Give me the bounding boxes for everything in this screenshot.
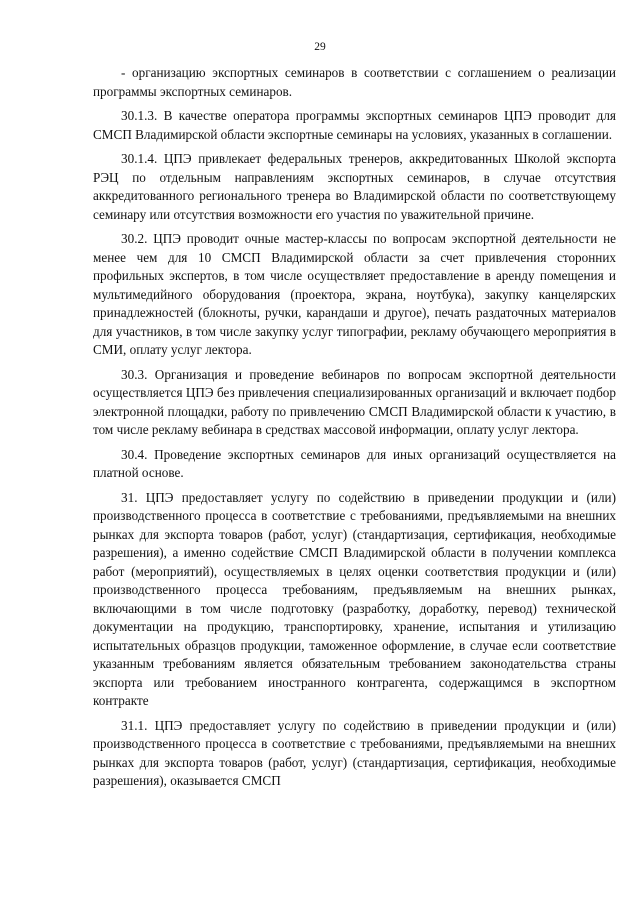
paragraph-30-1-4: 30.1.4. ЦПЭ привлекает федеральных тренеров, аккредитованных Школой экспорта РЭЦ по отдельным направлениям экспортных семинаров, в случае отсутствия аккредитованного регионального тренера во Владимирской области по соответствующему семинару или отсутствия возможности его участия по уважительной причине. [93,151,616,222]
page-number: 29 [314,41,326,53]
paragraph-30-4: 30.4. Проведение экспортных семинаров для иных организаций осуществляется на платной основе. [93,446,616,480]
paragraph-31: 31. ЦПЭ предоставляет услугу по содействию в приведении продукции и (или) производственного процесса в соответствие с требованиями, предъявляемыми на внешних рынках для экспорта товаров (работ, услуг) (стандартизация, сертификация, необходимые разрешения), а именно содействие СМСП Владимирской области в получении комплекса работ (мероприятий), осуществляемых в целях оценки соответствия продукции и (или) производственного процесса требованиям, предъявляемым на внешних рынках, включающими в том числе подготовку (разработку, доработку, перевод) технической документации на продукцию, транспортировку, хранение, испытания и утилизацию испытательных образцов продукции, таможенное оформление, в случае если соответствие указанным требованиям является обязательным требованием законодательства страны экспорта или требованием иностранного контрагента, содержащимся в экспортном контракте [93,489,616,708]
paragraph-31-1: 31.1. ЦПЭ предоставляет услугу по содействию в приведении продукции и (или) производственного процесса в соответствие с требованиями, предъявляемыми на внешних рынках для экспорта товаров (работ, услуг) (стандартизация, сертификация, необходимые разрешения), оказывается СМСП [93,717,616,788]
paragraph-30-3: 30.3. Организация и проведение вебинаров по вопросам экспортной деятельности осуществляется ЦПЭ без привлечения специализированных организаций и включает подбор электронной площадки, работу по привлечению СМСП Владимирской области к участию, в том числе рекламу вебинара в средствах массовой информации, оплату услуг лектора. [93,366,616,437]
paragraph-30-2: 30.2. ЦПЭ проводит очные мастер-классы по вопросам экспортной деятельности не менее чем для 10 СМСП Владимирской области за счет привлечения сторонних профильных экспертов, в том числе осуществляет предоставление в аренду помещения и мультимедийного оборудования (проектора, экрана, ноутбука), закупку канцелярских принадлежностей (блокноты, ручки, карандаши и другое), печать раздаточных материалов для участников, в том числе закупку услуг типографии, рекламу обучающего мероприятия в СМИ, оплату услуг лектора. [93,231,616,357]
paragraph-seminar-organization: - организацию экспортных семинаров в соответствии с соглашением о реализации программы экспортных семинаров. [93,65,616,99]
paragraph-30-1-3: 30.1.3. В качестве оператора программы экспортных семинаров ЦПЭ проводит для СМСП Владимирской области экспортные семинары на условиях, указанных в соглашении. [93,108,616,142]
document-body [93,64,616,797]
